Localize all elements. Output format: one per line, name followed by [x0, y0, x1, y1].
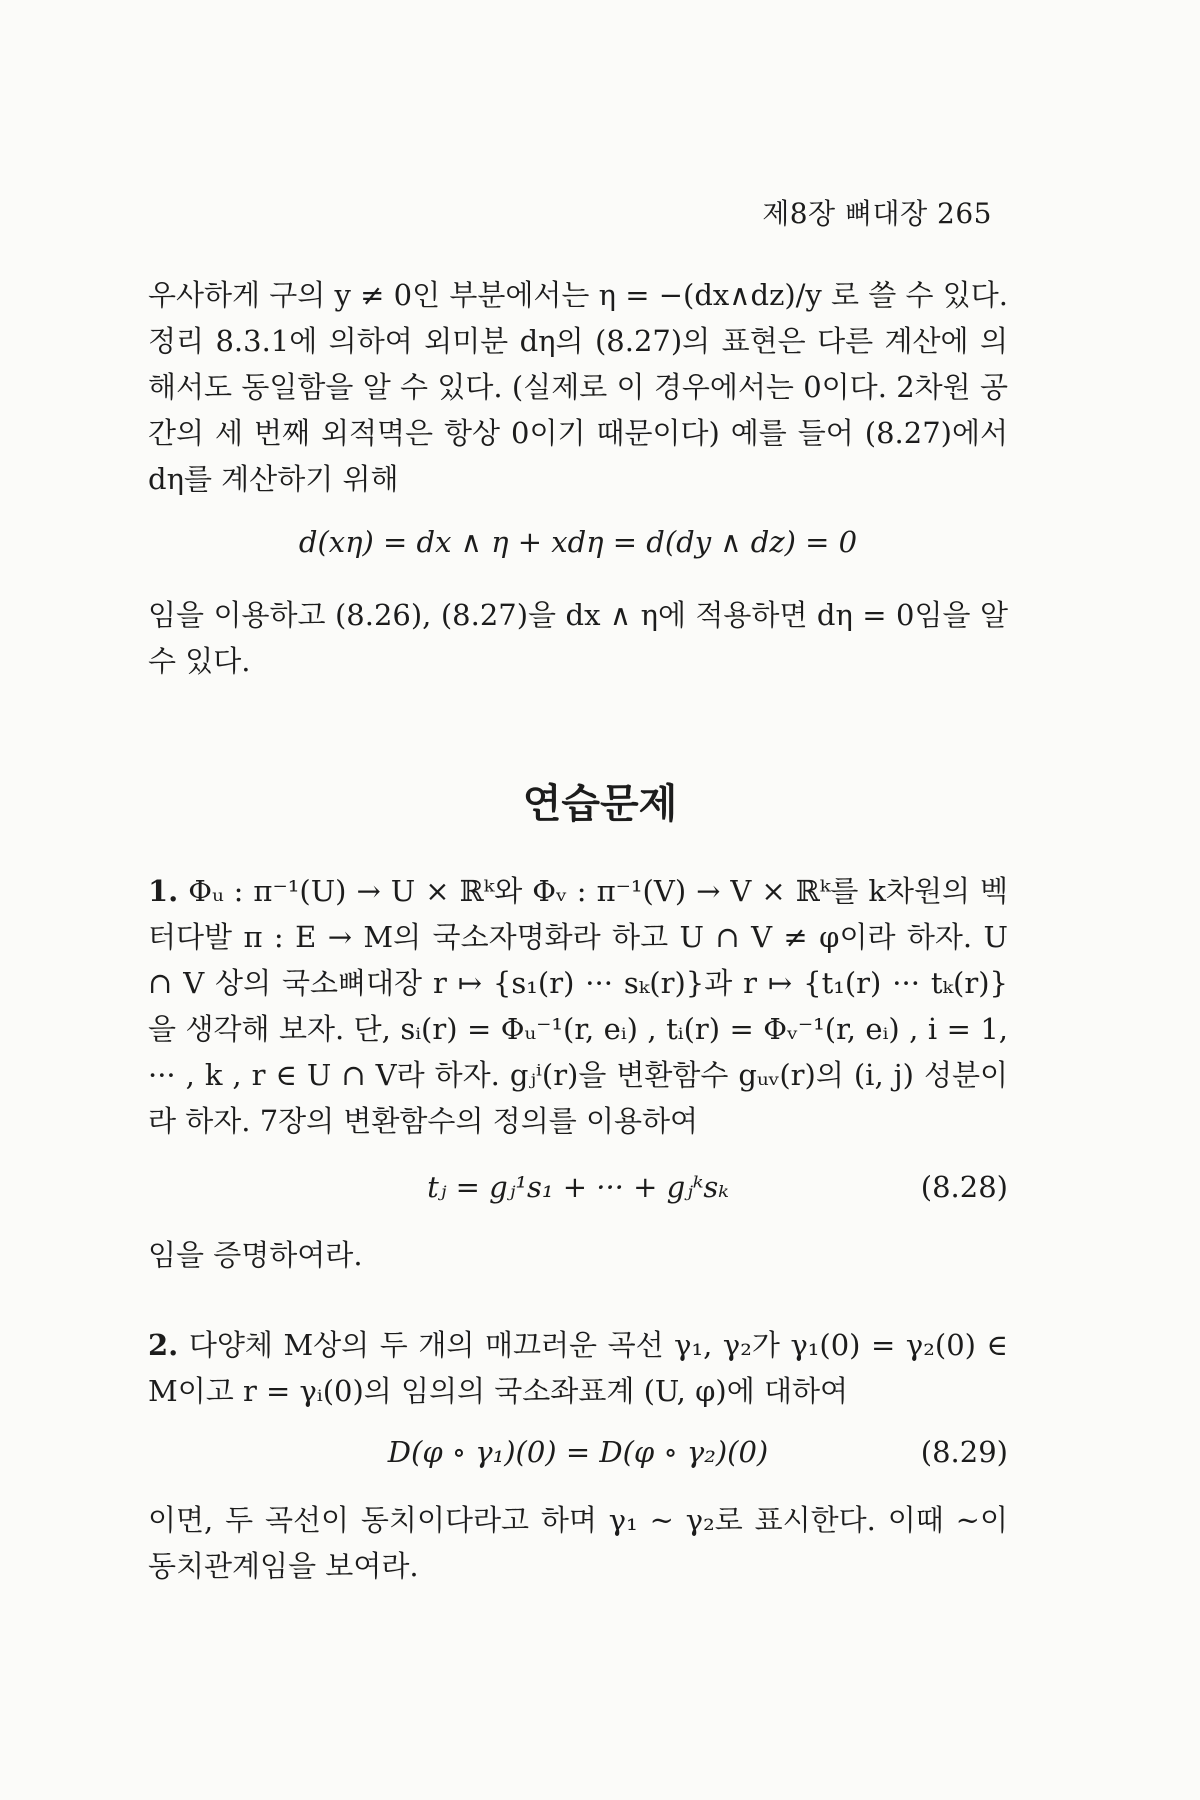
- exercise-number: 2.: [148, 1328, 179, 1362]
- after-equation-paragraph: 임을 이용하고 (8.26), (8.27)을 dx ∧ η에 적용하면 dη = 0임을 알 수 있다.: [148, 598, 1008, 678]
- exercise-2: [148, 1322, 1008, 1414]
- section-title: 연습문제: [522, 781, 678, 827]
- intro-paragraph: 우사하게 구의 y ≠ 0인 부분에서는 η = −(dx∧dz)/y 로 쓸 수 있다. 정리 8.3.1에 의하여 외미분 dη의 (8.27)의 표현은 다른 계산에 의해서도 동일함을 알 수 있다. (실제로 이 경우에서는 0이다. 2차원 공간의 세 번째 외적멱은 항상 0이기 때문이다) 예를 들어 (8.27)에서 dη를 계산하기 위해: [148, 278, 1008, 496]
- equation-text: d(xη) = dx ∧ η + xdη = d(dy ∧ dz) = 0: [298, 525, 858, 559]
- equation-8-29: [148, 1435, 1008, 1469]
- exercise-number: 1.: [148, 874, 179, 908]
- running-header: 제8장 뼈대장 265: [762, 197, 992, 230]
- equation-number: (8.29): [920, 1435, 1008, 1469]
- exercise-1: [148, 868, 1008, 1144]
- equation-text: tⱼ = gⱼ¹s₁ + ··· + gⱼᵏsₖ: [427, 1170, 729, 1204]
- exercise-text: Φᵤ : π⁻¹(U) → U × ℝᵏ와 Φᵥ : π⁻¹(V) → V × ℝᵏ를 k차원의 벡터다발 π : E → M의 국소자명화라 하고 U ∩ V ≠ φ이라 하자. U ∩ V 상의 국소뼈대장 r ↦ {s₁(r) ··· sₖ(r)}과 r ↦ {t₁(r) ··· tₖ(r)}을 생각해 보자. 단, sᵢ(r) = Φᵤ⁻¹(r, eᵢ) , tᵢ(r) = Φᵥ⁻¹(r, eᵢ) , i = 1, ··· , k , r ∈ U ∩ V라 하자. gⱼⁱ(r)을 변환함수 gᵤᵥ(r)의 (i, j) 성분이라 하자. 7장의 변환함수의 정의를 이용하여: [148, 874, 1008, 1138]
- exercise-1-conclusion: 임을 증명하여라.: [148, 1238, 363, 1272]
- equation-dx-eta: [148, 525, 1008, 559]
- equation-8-28: [148, 1170, 1008, 1204]
- exercise-2-conclusion: 이면, 두 곡선이 동치이다라고 하며 γ₁ ~ γ₂로 표시한다. 이때 ~이 동치관계임을 보여라.: [148, 1503, 1008, 1583]
- equation-number: (8.28): [920, 1170, 1008, 1204]
- equation-text: D(φ ∘ γ₁)(0) = D(φ ∘ γ₂)(0): [387, 1435, 769, 1469]
- exercise-text: 다양체 M상의 두 개의 매끄러운 곡선 γ₁, γ₂가 γ₁(0) = γ₂(0) ∈ M이고 r = γᵢ(0)의 임의의 국소좌표계 (U, φ)에 대하여: [148, 1328, 1009, 1408]
